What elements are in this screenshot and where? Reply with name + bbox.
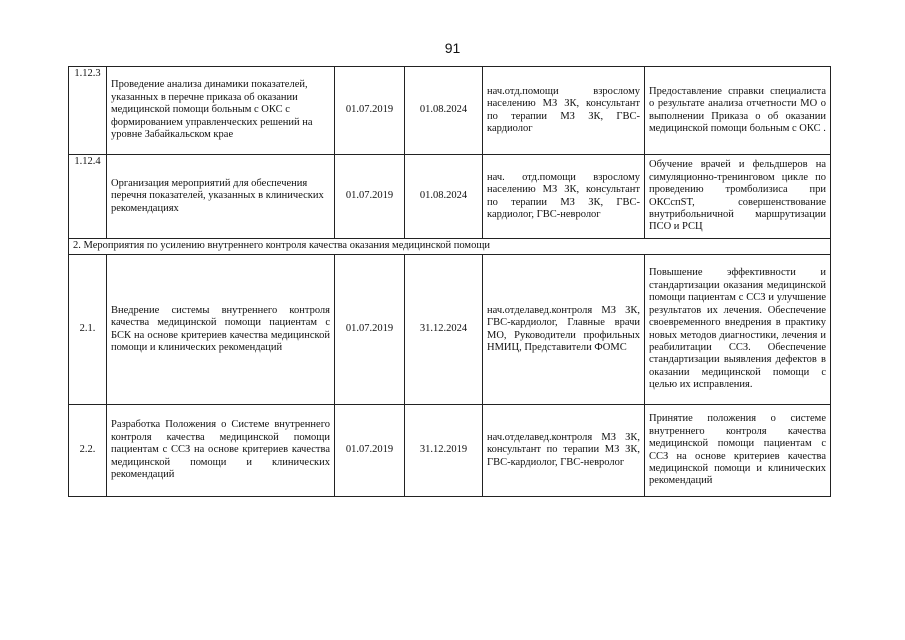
end-date-cell: 01.08.2024 bbox=[405, 155, 483, 239]
responsible-cell: нач. отд.помощи взрослому населению МЗ ЗК, консультант по терапии МЗ ЗК, ГВС-кардиолог, ГВС-невролог bbox=[483, 155, 645, 239]
activity-cell: Организация мероприятий для обеспечения перечня показателей, указанных в клинических рекомендациях bbox=[107, 155, 335, 239]
responsible-cell: нач.отд.помощи взрослому населению МЗ ЗК, консультант по терапии МЗ ЗК, ГВС-кардиолог bbox=[483, 67, 645, 155]
responsible-cell: нач.отделавед.контроля МЗ ЗК, консультант по терапии МЗ ЗК, ГВС-кардиолог, ГВС-невролог bbox=[483, 405, 645, 497]
start-date-cell: 01.07.2019 bbox=[335, 155, 405, 239]
section-header-row bbox=[69, 239, 831, 255]
row-number: 2.2. bbox=[69, 405, 107, 497]
result-cell: Предоставление справки специалиста о результате анализа отчетности МО о выполнении Приказа о об оказании медицинской помощи больным с ОКС . bbox=[645, 67, 831, 155]
end-date-cell: 31.12.2019 bbox=[405, 405, 483, 497]
table-row bbox=[69, 155, 831, 239]
activity-cell: Разработка Положения о Системе внутреннего контроля качества медицинской помощи пациентам с ССЗ на основе критериев качества медицинской помощи и клинических рекомендаций bbox=[107, 405, 335, 497]
result-cell: Обучение врачей и фельдшеров на симуляционно-тренинговом цикле по проведению тромболизиса при ОКСcпST, совершенствование внутрибольничной маршрутизации ПСО и РСЦ bbox=[645, 155, 831, 239]
table-row bbox=[69, 255, 831, 405]
start-date-cell: 01.07.2019 bbox=[335, 255, 405, 405]
end-date-cell: 31.12.2024 bbox=[405, 255, 483, 405]
activity-cell: Проведение анализа динамики показателей, указанных в перечне приказа об оказании медицинской помощи больным с ОКС с формированием управленческих решений на уровне Забайкальском крае bbox=[107, 67, 335, 155]
row-number: 1.12.3 bbox=[69, 67, 107, 155]
start-date-cell: 01.07.2019 bbox=[335, 405, 405, 497]
end-date-cell: 01.08.2024 bbox=[405, 67, 483, 155]
row-number: 1.12.4 bbox=[69, 155, 107, 239]
activity-cell: Внедрение системы внутреннего контроля качества медицинской помощи пациентам с БСК на основе критериев качества медицинской помощи и клинических рекомендаций bbox=[107, 255, 335, 405]
section-title: 2. Мероприятия по усилению внутреннего контроля качества оказания медицинской помощи bbox=[69, 239, 831, 255]
result-cell: Принятие положения о системе внутреннего контроля качества медицинской помощи пациентам с ССЗ на основе критериев качества медицинской помощи и клинических рекомендаций bbox=[645, 405, 831, 497]
page-number: 91 bbox=[444, 40, 461, 56]
result-cell: Повышение эффективности и стандартизации оказания медицинской помощи пациентам с ССЗ и улучшение результатов их лечения. Обеспечение своевременного внедрения в практику новых методов диагностики, лечения и реабилитации ССЗ. Обеспечение стандартизации выявления дефектов в оказании медицинской помощи с целью их исправления. bbox=[645, 255, 831, 405]
measures-table bbox=[68, 66, 831, 497]
table-row bbox=[69, 405, 831, 497]
table-row bbox=[69, 67, 831, 155]
row-number: 2.1. bbox=[69, 255, 107, 405]
responsible-cell: нач.отделавед.контроля МЗ ЗК, ГВС-кардиолог, Главные врачи МО, Руководители профильных НМИЦ, Представители ФОМС bbox=[483, 255, 645, 405]
start-date-cell: 01.07.2019 bbox=[335, 67, 405, 155]
